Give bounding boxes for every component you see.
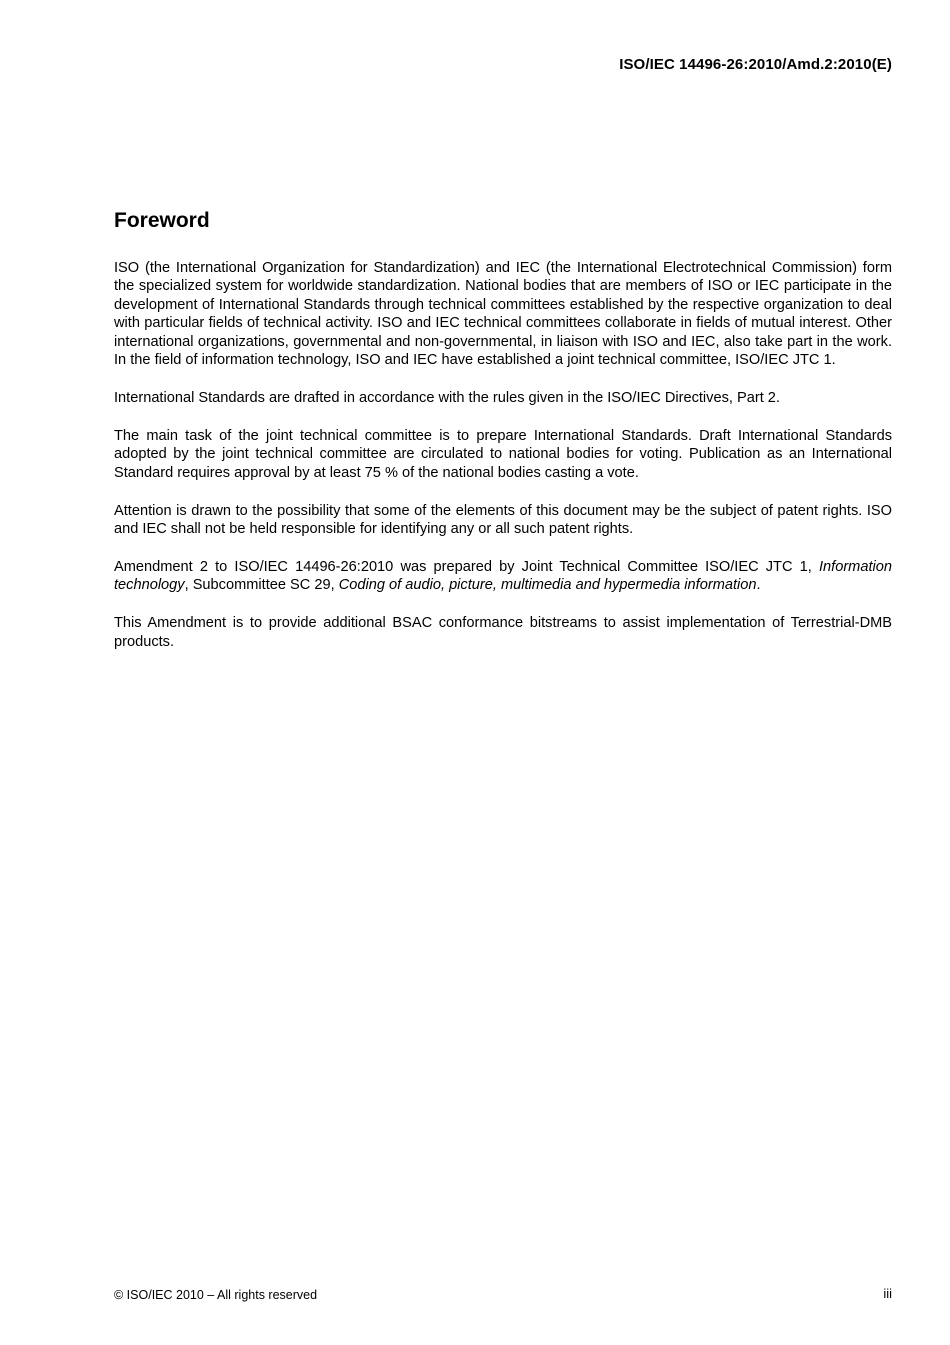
section-title: Foreword [114,209,210,232]
page-number: iii [883,1286,892,1301]
amendment-text-2: , Subcommittee SC 29, [184,577,339,594]
paragraph-patent-rights: Attention is drawn to the possibility that some of the elements of this document may be the subject of patent rights. ISO and IEC shall not be held responsible for identifying any or all such patent rights. [114,502,892,537]
document-identifier: ISO/IEC 14496-26:2010/Amd.2:2010(E) [619,56,892,73]
paragraph-amendment-purpose: This Amendment is to provide additional BSAC conformance bitstreams to assist implementation of Terrestrial-DMB products. [114,615,892,650]
amendment-italic-1: Information technology [114,558,892,594]
paragraph-iso-iec: ISO (the International Organization for Standardization) and IEC (the International Electrotechnical Commission) form the specialized system for worldwide standardization. National bodies that are members of ISO or IEC participate in the development of International Standards through technical committees established by the respective organization to deal with particular fields of technical activity. ISO and IEC technical committees collaborate in fields of mutual interest. Other international organizations, governmental and non-governmental, in liaison with ISO and IEC, also take part in the work. In the field of information technology, ISO and IEC have established a joint technical committee, ISO/IEC JTC 1. [114,260,892,369]
foreword-body [114,259,892,671]
amendment-text-3: . [756,577,761,594]
amendment-text-1: Amendment 2 to ISO/IEC 14496-26:2010 was prepared by Joint Technical Committee ISO/IEC JTC 1, [114,558,819,575]
copyright-notice: © ISO/IEC 2010 – All rights reserved [114,1288,318,1302]
paragraph-directives: International Standards are drafted in accordance with the rules given in the ISO/IEC Directives, Part 2. [114,389,780,406]
amendment-italic-2: Coding of audio, picture, multimedia and hypermedia information [338,577,757,594]
paragraph-amendment-prepared [114,558,892,595]
paragraph-main-task: The main task of the joint technical committee is to prepare International Standards. Draft International Standards adopted by the joint technical committee are circulated to national bodies for voting. Publication as an International Standard requires approval by at least 75 % of the national bodies casting a vote. [114,427,892,481]
